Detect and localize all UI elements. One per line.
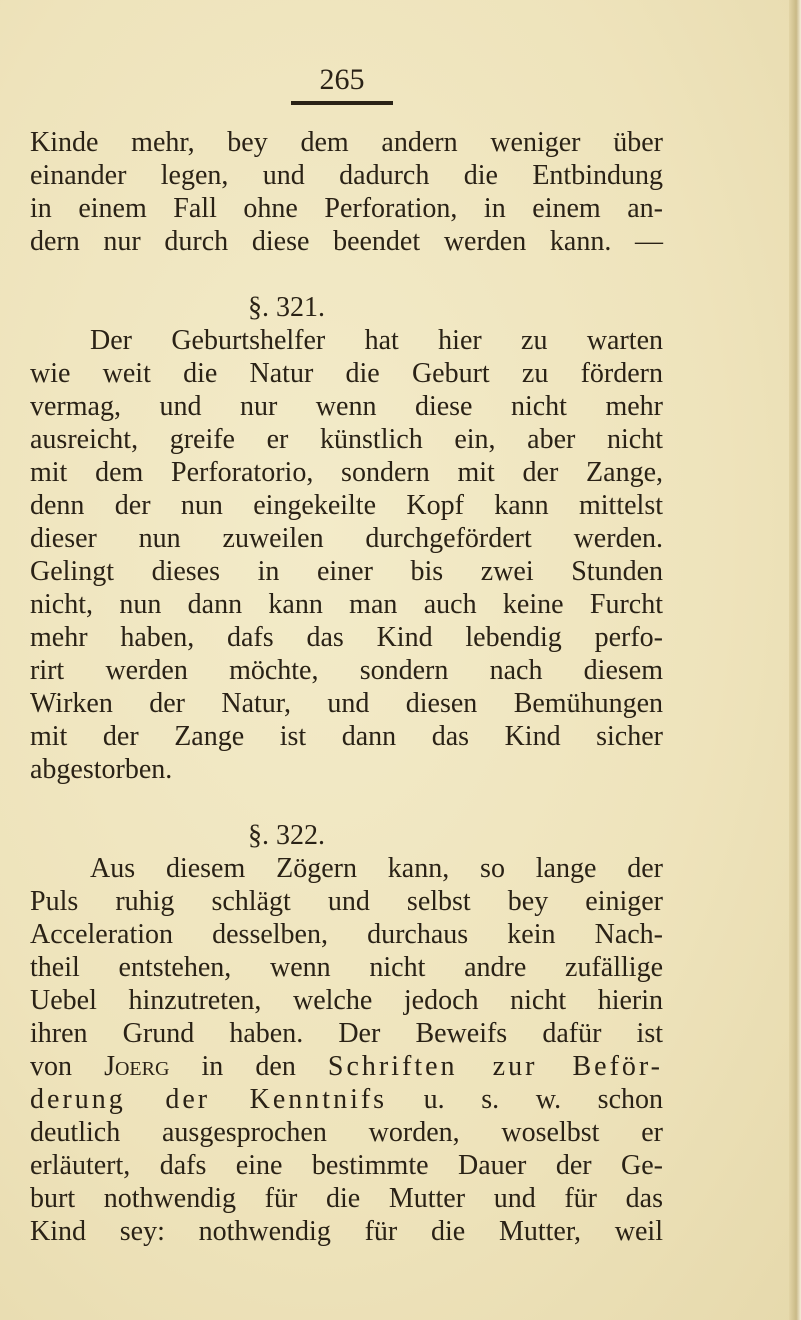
text-fragment: u. s. w. schon (423, 1084, 663, 1115)
text-line: Kind sey: nothwendig für die Mutter, weil (30, 1216, 663, 1247)
author-name: Joerg (104, 1051, 170, 1082)
page-number-rule (291, 101, 393, 105)
text-line: dieser nun zuweilen durchgefördert werden. (30, 523, 663, 554)
text-line: wie weit die Natur die Geburt zu fördern (30, 358, 663, 389)
text-fragment: von (30, 1051, 72, 1082)
text-line: burt nothwendig für die Mutter und für das (30, 1183, 663, 1214)
text-line: Gelingt dieses in einer bis zwei Stunden (30, 556, 663, 587)
paragraph-1 (30, 126, 663, 258)
text-line: Uebel hinzutreten, welche jedoch nicht hierin (30, 985, 663, 1016)
text-line: ihren Grund haben. Der Beweifs dafür ist (30, 1018, 663, 1049)
text-line: rirt werden möchte, sondern nach diesem (30, 655, 663, 686)
text-line: Der Geburtshelfer hat hier zu warten (90, 325, 663, 356)
text-line: vermag, und nur wenn diese nicht mehr (30, 391, 663, 422)
section-322-paragraph (30, 852, 663, 1248)
section-heading-322: §. 322. (248, 820, 325, 851)
section-321-paragraph (30, 324, 663, 786)
text-fragment: in den (201, 1051, 296, 1082)
text-line: Acceleration desselben, durchaus kein Nach- (30, 919, 663, 950)
spaced-title: derung der Kenntnifs (30, 1084, 388, 1115)
page-body (30, 126, 663, 1248)
section-heading-321: §. 321. (248, 292, 325, 323)
text-line: erläutert, dafs eine bestimmte Dauer der Ge- (30, 1150, 663, 1181)
text-line: mit dem Perforatorio, sondern mit der Zange, (30, 457, 663, 488)
text-line: dern nur durch diese beendet werden kann. — (30, 226, 663, 257)
text-line: Aus diesem Zögern kann, so lange der (90, 853, 663, 884)
text-line: Wirken der Natur, und diesen Bemühungen (30, 688, 663, 719)
text-line: deutlich ausgesprochen worden, woselbst er (30, 1117, 663, 1148)
page-edge-shadow (789, 0, 801, 1320)
text-line: mehr haben, dafs das Kind lebendig perfo- (30, 622, 663, 653)
text-line: abgestorben. (30, 754, 173, 785)
text-line: einander legen, und dadurch die Entbindung (30, 160, 663, 191)
text-line: Kinde mehr, bey dem andern weniger über (30, 127, 663, 158)
text-line: theil entstehen, wenn nicht andre zufällige (30, 952, 663, 983)
text-line: mit der Zange ist dann das Kind sicher (30, 721, 663, 752)
text-line: denn der nun eingekeilte Kopf kann mittelst (30, 490, 663, 521)
text-line-citation (30, 1083, 663, 1116)
text-line: ausreicht, greife er künstlich ein, aber nicht (30, 424, 663, 455)
text-line: in einem Fall ohne Perforation, in einem an- (30, 193, 663, 224)
spaced-title: Schriften zur Beför- (327, 1051, 664, 1082)
text-line: Puls ruhig schlägt und selbst bey einiger (30, 886, 663, 917)
text-line-citation (30, 1050, 663, 1083)
page-number: 265 (319, 63, 365, 96)
text-line: nicht, nun dann kann man auch keine Furcht (30, 589, 663, 620)
